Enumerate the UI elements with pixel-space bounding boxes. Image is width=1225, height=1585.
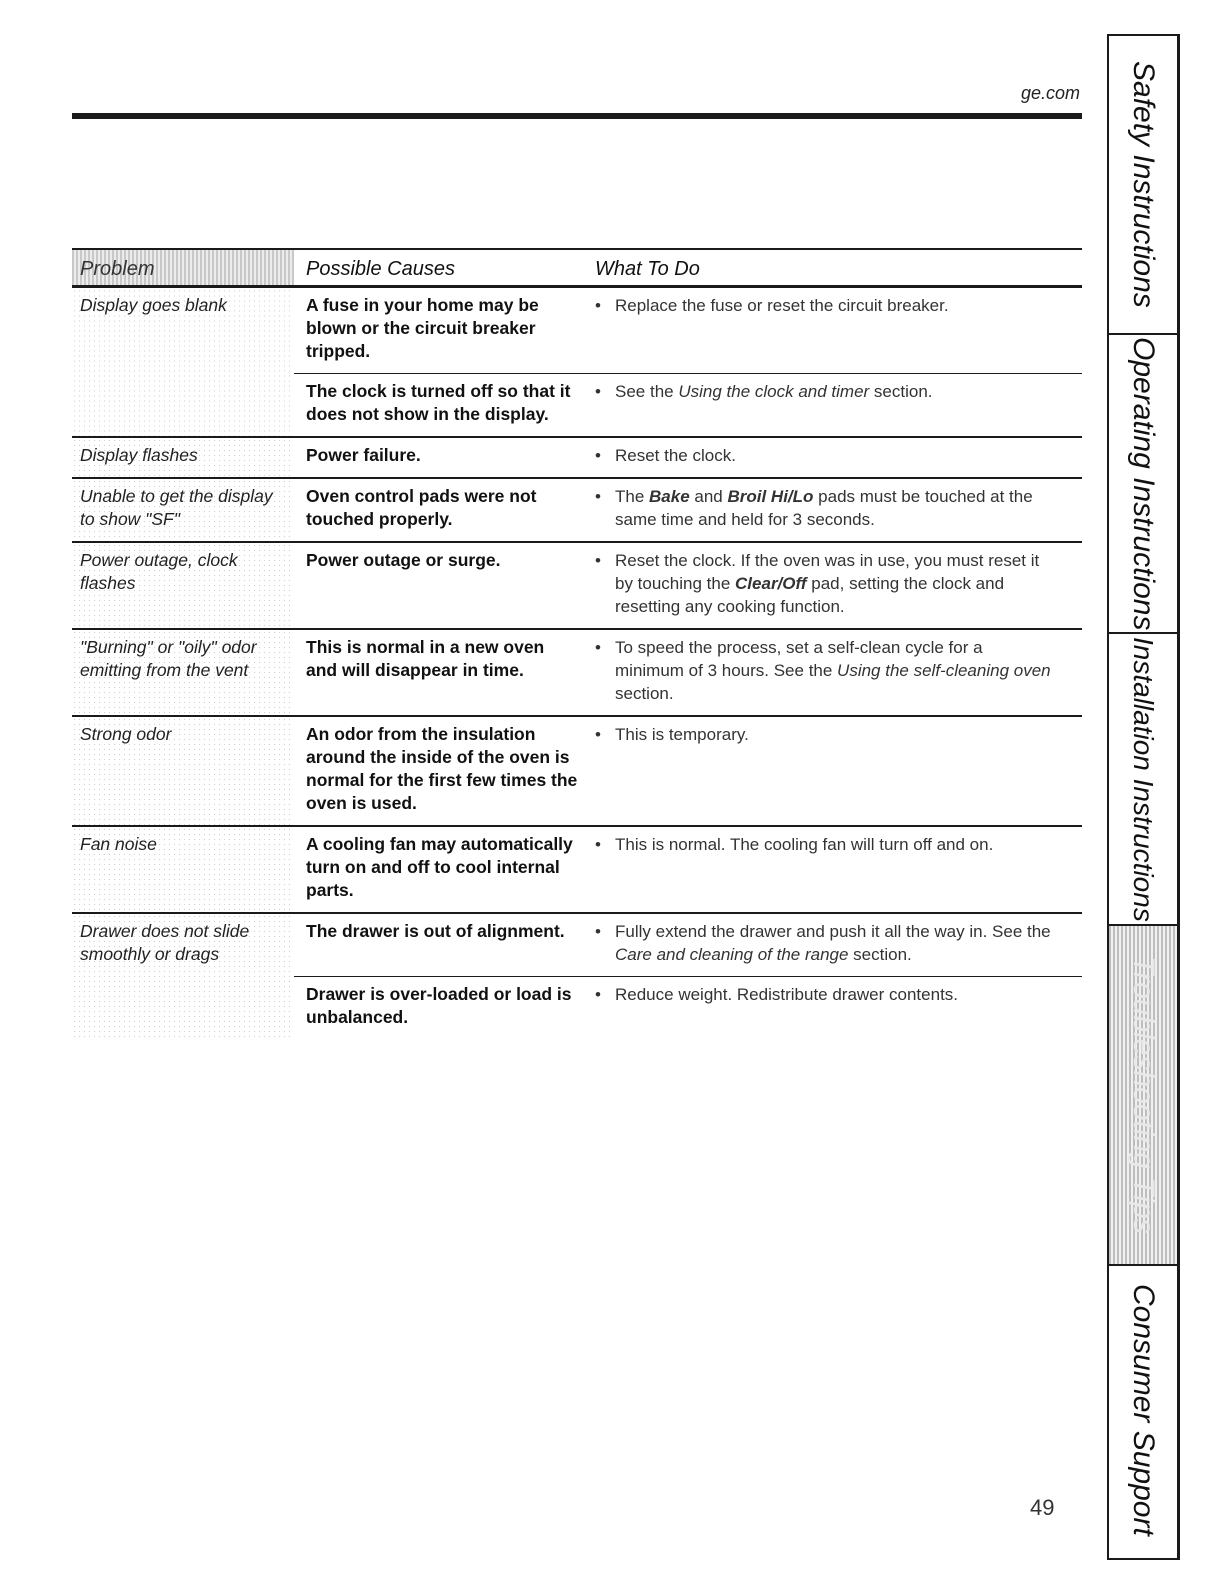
tab-troubleshooting-tips[interactable] bbox=[1109, 926, 1177, 1266]
todo-cell bbox=[587, 437, 1082, 478]
table-row bbox=[72, 716, 1082, 826]
table-row bbox=[72, 913, 1082, 977]
header-rule bbox=[72, 113, 1082, 119]
page-number: 49 bbox=[1030, 1495, 1055, 1520]
site-url: ge.com bbox=[1020, 83, 1080, 103]
table-header-row bbox=[72, 249, 1082, 287]
todo-cell bbox=[587, 374, 1082, 438]
header-problem: Problem bbox=[72, 249, 294, 287]
bullet-icon: • bbox=[595, 551, 601, 570]
problem-cell: Display flashes bbox=[72, 437, 294, 478]
todo-text: Replace the fuse or reset the circuit breaker. bbox=[615, 296, 949, 315]
tab-safety-instructions[interactable] bbox=[1109, 36, 1177, 335]
bullet-icon: • bbox=[595, 985, 601, 1004]
cause-cell: The clock is turned off so that it does not show in the display. bbox=[294, 374, 587, 438]
cause-cell: Power failure. bbox=[294, 437, 587, 478]
todo-cell bbox=[587, 716, 1082, 826]
todo-text: Reset the clock. bbox=[615, 446, 736, 465]
tab-label: Consumer Support bbox=[1127, 1284, 1160, 1536]
bullet-icon: • bbox=[595, 382, 601, 401]
table-row bbox=[72, 437, 1082, 478]
header-possible-causes: Possible Causes bbox=[294, 249, 587, 287]
problem-cell: Fan noise bbox=[72, 826, 294, 913]
problem-cell: Power outage, clock flashes bbox=[72, 542, 294, 629]
problem-cell: Strong odor bbox=[72, 716, 294, 826]
tab-label: Installation Instructions bbox=[1128, 636, 1159, 922]
bullet-icon: • bbox=[595, 725, 601, 744]
troubleshooting-table bbox=[72, 248, 1082, 1039]
cause-cell: Oven control pads were not touched properly. bbox=[294, 478, 587, 542]
todo-cell bbox=[587, 826, 1082, 913]
cause-cell: Drawer is over-loaded or load is unbalanced. bbox=[294, 977, 587, 1040]
tab-label: Troubleshooting Tips bbox=[1127, 956, 1160, 1234]
header-what-to-do: What To Do bbox=[587, 249, 1082, 287]
table-row bbox=[72, 478, 1082, 542]
cause-cell: This is normal in a new oven and will disappear in time. bbox=[294, 629, 587, 716]
todo-text: Reduce weight. Redistribute drawer contents. bbox=[615, 985, 959, 1004]
todo-cell bbox=[587, 977, 1082, 1040]
tab-operating-instructions[interactable] bbox=[1109, 335, 1177, 634]
problem-cell: Unable to get the display to show "SF" bbox=[72, 478, 294, 542]
todo-text: Reset the clock. If the oven was in use, you must reset it by touching the Clear/Off pad, setting the clock and resetting any cooking function. bbox=[615, 551, 1040, 616]
tab-installation-instructions[interactable] bbox=[1109, 634, 1177, 926]
table-row bbox=[72, 287, 1082, 374]
todo-text: This is temporary. bbox=[615, 725, 749, 744]
problem-cell: "Burning" or "oily" odor emitting from the vent bbox=[72, 629, 294, 716]
todo-text: This is normal. The cooling fan will turn off and on. bbox=[615, 835, 994, 854]
todo-cell bbox=[587, 478, 1082, 542]
tab-label: Operating Instructions bbox=[1127, 336, 1160, 631]
cause-cell: A cooling fan may automatically turn on and off to cool internal parts. bbox=[294, 826, 587, 913]
todo-cell bbox=[587, 913, 1082, 977]
bullet-icon: • bbox=[595, 296, 601, 315]
todo-cell bbox=[587, 629, 1082, 716]
bullet-icon: • bbox=[595, 835, 601, 854]
cause-cell: A fuse in your home may be blown or the circuit breaker tripped. bbox=[294, 287, 587, 374]
todo-text: See the Using the clock and timer section. bbox=[615, 382, 933, 401]
bullet-icon: • bbox=[595, 487, 601, 506]
bullet-icon: • bbox=[595, 922, 601, 941]
tab-consumer-support[interactable] bbox=[1109, 1266, 1177, 1554]
todo-text: The Bake and Broil Hi/Lo pads must be touched at the same time and held for 3 seconds. bbox=[615, 487, 1033, 529]
table-row bbox=[72, 542, 1082, 629]
cause-cell: Power outage or surge. bbox=[294, 542, 587, 629]
problem-cell: Drawer does not slide smoothly or drags bbox=[72, 913, 294, 1039]
tab-label: Safety Instructions bbox=[1127, 61, 1160, 308]
section-tabs bbox=[1107, 34, 1180, 1560]
todo-text: To speed the process, set a self-clean cycle for a minimum of 3 hours. See the Using the self-cleaning oven section. bbox=[615, 638, 1051, 703]
table-row bbox=[72, 629, 1082, 716]
todo-text: Fully extend the drawer and push it all the way in. See the Care and cleaning of the range section. bbox=[615, 922, 1051, 964]
todo-cell bbox=[587, 287, 1082, 374]
table-row bbox=[72, 826, 1082, 913]
problem-cell: Display goes blank bbox=[72, 287, 294, 438]
todo-cell bbox=[587, 542, 1082, 629]
bullet-icon: • bbox=[595, 638, 601, 657]
cause-cell: The drawer is out of alignment. bbox=[294, 913, 587, 977]
cause-cell: An odor from the insulation around the inside of the oven is normal for the first few times the oven is used. bbox=[294, 716, 587, 826]
bullet-icon: • bbox=[595, 446, 601, 465]
